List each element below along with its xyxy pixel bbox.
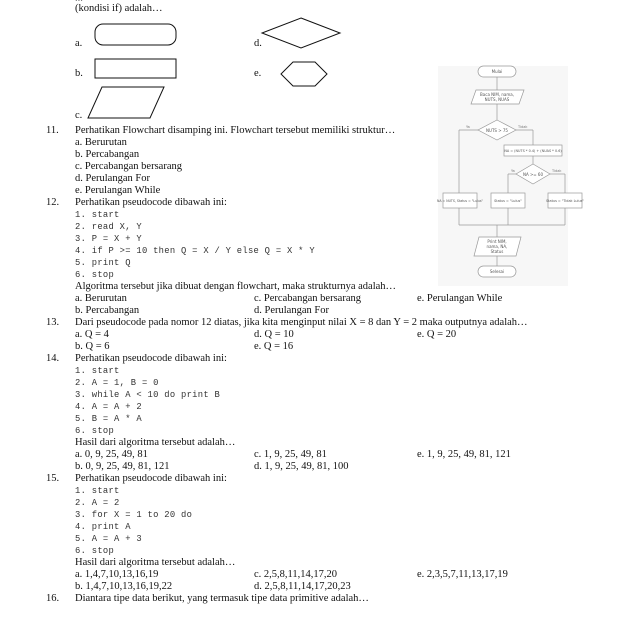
decision-shape bbox=[262, 18, 340, 48]
q13-question: Dari pseudocode pada nomor 12 diatas, jika kita menginput nilai X = 8 dan Y = 2 maka outputnya adalah… bbox=[75, 317, 528, 328]
option-c-label: c. bbox=[75, 110, 83, 121]
svg-text:Tidak: Tidak bbox=[552, 169, 562, 173]
question-tail: (kondisi if) adalah… bbox=[75, 3, 163, 14]
svg-text:Status = "Lulus": Status = "Lulus" bbox=[494, 199, 522, 203]
q13-option-b: b. Q = 6 bbox=[75, 341, 110, 352]
svg-text:Ya: Ya bbox=[466, 125, 470, 129]
q15-code-line: 6. stop bbox=[75, 546, 115, 556]
svg-text:Selesai: Selesai bbox=[489, 269, 505, 274]
q11-option-c: c. Percabangan bersarang bbox=[75, 161, 182, 172]
q14-code-line: 2. A = 1, B = 0 bbox=[75, 378, 159, 388]
q12-followup: Algoritma tersebut jika dibuat dengan flowchart, maka strukturnya adalah… bbox=[75, 281, 397, 292]
svg-text:Baca NIM, nama,: Baca NIM, nama, bbox=[480, 92, 514, 97]
q12-option-b: b. Percabangan bbox=[75, 305, 140, 316]
q16-question: Diantara tipe data berikut, yang termasuk tipe data primitive adalah… bbox=[75, 593, 369, 604]
q15-code-line: 4. print A bbox=[75, 522, 131, 532]
q14-code-line: 5. B = A * A bbox=[75, 414, 142, 424]
q14-option-d: d. 1, 9, 25, 49, 81, 100 bbox=[254, 461, 349, 472]
q12-number: 12. bbox=[46, 197, 60, 208]
q15-code-line: 3. for X = 1 to 20 do bbox=[75, 510, 193, 520]
q11-number: 11. bbox=[46, 125, 59, 136]
io-shape bbox=[88, 87, 164, 118]
q13-option-d: d. Q = 10 bbox=[254, 329, 294, 340]
q15-code-line: 1. start bbox=[75, 486, 120, 496]
option-b-label: b. bbox=[75, 68, 83, 79]
q11-option-d: d. Perulangan For bbox=[75, 173, 150, 184]
q12-code-line: 4. if P >= 10 then Q = X / Y else Q = X * Y bbox=[75, 246, 315, 256]
q14-question: Perhatikan pseudocode dibawah ini: bbox=[75, 353, 227, 364]
option-e-label: e. bbox=[254, 68, 262, 79]
q12-question: Perhatikan pseudocode dibawah ini: bbox=[75, 197, 227, 208]
flowchart-diagram bbox=[438, 66, 582, 286]
svg-text:NA = (NUTS * 0.4) + (NUAS * 0.: NA = (NUTS * 0.4) + (NUAS * 0.6) bbox=[504, 149, 562, 153]
q14-option-b: b. 0, 9, 25, 49, 81, 121 bbox=[75, 461, 170, 472]
option-d-label: d. bbox=[254, 38, 262, 49]
q15-option-b: b. 1,4,7,10,13,16,19,22 bbox=[75, 581, 173, 592]
preparation-shape bbox=[281, 62, 327, 86]
q15-option-d: d. 2,5,8,11,14,17,20,23 bbox=[254, 581, 351, 592]
q12-option-e: e. Perulangan While bbox=[417, 293, 503, 304]
q11-option-e: e. Perulangan While bbox=[75, 185, 161, 196]
q13-option-e2: e. Q = 16 bbox=[254, 341, 294, 352]
svg-text:Mulai: Mulai bbox=[491, 69, 503, 74]
q12-code-line: 2. read X, Y bbox=[75, 222, 142, 232]
q15-number: 15. bbox=[46, 473, 60, 484]
svg-text:NUTS, NUAS: NUTS, NUAS bbox=[484, 97, 510, 102]
svg-text:Ya: Ya bbox=[511, 169, 515, 173]
q15-question: Perhatikan pseudocode dibawah ini: bbox=[75, 473, 227, 484]
q14-code-line: 4. A = A + 2 bbox=[75, 402, 142, 412]
terminator-shape bbox=[95, 24, 176, 45]
q12-code-line: 6. stop bbox=[75, 270, 115, 280]
q12-code-line: 1. start bbox=[75, 210, 120, 220]
q11-option-b: b. Percabangan bbox=[75, 149, 140, 160]
q14-code-line: 6. stop bbox=[75, 426, 115, 436]
q15-option-a: a. 1,4,7,10,13,16,19 bbox=[75, 569, 159, 580]
q12-option-c: c. Percabangan bersarang bbox=[254, 293, 361, 304]
svg-text:NUTS > 75: NUTS > 75 bbox=[486, 128, 508, 133]
q13-number: 13. bbox=[46, 317, 60, 328]
q15-code-line: 2. A = 2 bbox=[75, 498, 120, 508]
process-shape bbox=[95, 59, 176, 78]
q12-code-line: 5. print Q bbox=[75, 258, 131, 268]
q14-option-e: e. 1, 9, 25, 49, 81, 121 bbox=[417, 449, 511, 460]
q15-code-line: 5. A = A + 3 bbox=[75, 534, 142, 544]
q14-followup: Hasil dari algoritma tersebut adalah… bbox=[75, 437, 236, 448]
q16-number: 16. bbox=[46, 593, 60, 604]
q14-option-a: a. 0, 9, 25, 49, 81 bbox=[75, 449, 148, 460]
q12-option-a: a. Berurutan bbox=[75, 293, 127, 304]
svg-text:Print NIM,: Print NIM, bbox=[487, 239, 507, 244]
q11-question: Perhatikan Flowchart disamping ini. Flowchart tersebut memiliki struktur… bbox=[75, 125, 396, 136]
svg-text:NA >= 60: NA >= 60 bbox=[522, 172, 544, 177]
q14-code-line: 1. start bbox=[75, 366, 120, 376]
svg-text:Status: Status bbox=[490, 249, 504, 254]
q12-code-line: 3. P = X + Y bbox=[75, 234, 142, 244]
q13-option-e: e. Q = 20 bbox=[417, 329, 457, 340]
q15-followup: Hasil dari algoritma tersebut adalah… bbox=[75, 557, 236, 568]
option-a-label: a. bbox=[75, 38, 83, 49]
svg-text:Tidak: Tidak bbox=[518, 125, 528, 129]
q14-option-c: c. 1, 9, 25, 49, 81 bbox=[254, 449, 327, 460]
q14-code-line: 3. while A < 10 do print B bbox=[75, 390, 221, 400]
svg-text:nama, NA,: nama, NA, bbox=[486, 244, 508, 249]
q11-option-a: a. Berurutan bbox=[75, 137, 127, 148]
q15-option-c: c. 2,5,8,11,14,17,20 bbox=[254, 569, 338, 580]
q13-option-a: a. Q = 4 bbox=[75, 329, 109, 340]
svg-text:Status = "Tidak Lulus": Status = "Tidak Lulus" bbox=[546, 199, 584, 203]
q12-option-d: d. Perulangan For bbox=[254, 305, 329, 316]
q15-option-e: e. 2,3,5,7,11,13,17,19 bbox=[417, 569, 508, 580]
svg-text:NA = NUTS, Status = "Lulus": NA = NUTS, Status = "Lulus" bbox=[436, 199, 484, 203]
q14-number: 14. bbox=[46, 353, 60, 364]
